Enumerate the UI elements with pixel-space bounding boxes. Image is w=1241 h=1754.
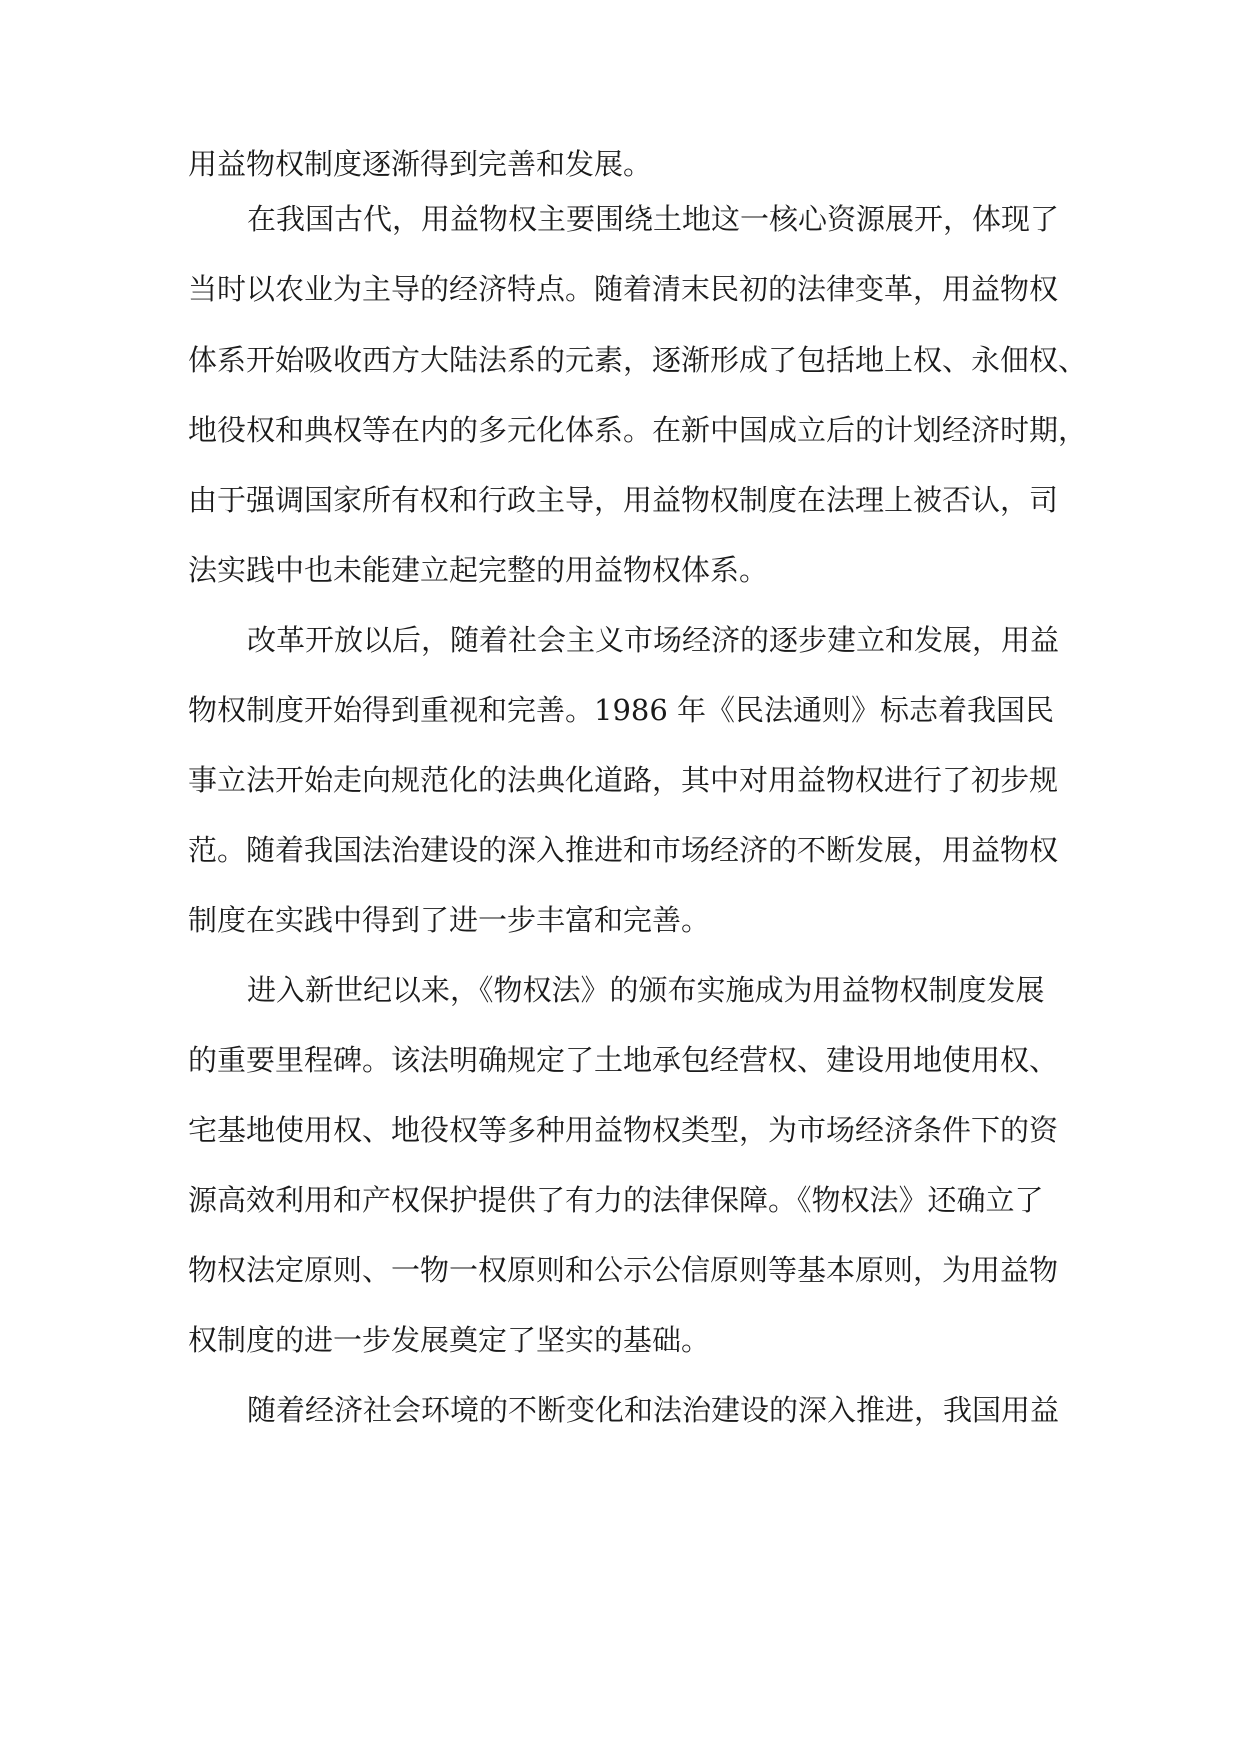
paragraph-2-line-3: 事立法开始走向规范化的法典化道路，其中对用益物权进行了初步规 — [188, 763, 1059, 797]
paragraph-2-line-4: 范。随着我国法治建设的深入推进和市场经济的不断发展，用益物权 — [188, 833, 1059, 867]
paragraph-3-line-6: 权制度的进一步发展奠定了坚实的基础。 — [188, 1323, 711, 1357]
paragraph-1-line-1: 在我国古代，用益物权主要围绕土地这一核心资源展开，体现了 — [247, 202, 1060, 236]
paragraph-1-line-2: 当时以农业为主导的经济特点。随着清末民初的法律变革，用益物权 — [188, 272, 1059, 306]
paragraph-1-line-5: 由于强调国家所有权和行政主导，用益物权制度在法理上被否认，司 — [188, 483, 1059, 517]
text-line-1: 用益物权制度逐渐得到完善和发展。 — [188, 147, 653, 181]
paragraph-1-line-6: 法实践中也未能建立起完整的用益物权体系。 — [188, 553, 769, 587]
paragraph-1-line-4: 地役权和典权等在内的多元化体系。在新中国成立后的计划经济时期， — [188, 413, 1088, 447]
paragraph-1-line-3: 体系开始吸收西方大陆法系的元素，逐渐形成了包括地上权、永佃权、 — [188, 343, 1088, 377]
paragraph-2-line-5: 制度在实践中得到了进一步丰富和完善。 — [188, 903, 711, 937]
paragraph-4-line-1: 随着经济社会环境的不断变化和法治建设的深入推进，我国用益 — [247, 1393, 1060, 1427]
paragraph-3-line-1: 进入新世纪以来，《物权法》的颁布实施成为用益物权制度发展 — [247, 973, 1045, 1007]
paragraph-2-line-1: 改革开放以后，随着社会主义市场经济的逐步建立和发展，用益 — [247, 623, 1060, 657]
paragraph-3-line-4: 源高效利用和产权保护提供了有力的法律保障。《物权法》还确立了 — [188, 1183, 1044, 1217]
paragraph-3-line-2: 的重要里程碑。该法明确规定了土地承包经营权、建设用地使用权、 — [188, 1043, 1059, 1077]
paragraph-2-line-2: 物权制度开始得到重视和完善。1986 年《民法通则》标志着我国民 — [188, 693, 1055, 727]
paragraph-3-line-3: 宅基地使用权、地役权等多种用益物权类型，为市场经济条件下的资 — [188, 1113, 1059, 1147]
paragraph-3-line-5: 物权法定原则、一物一权原则和公示公信原则等基本原则，为用益物 — [188, 1253, 1059, 1287]
